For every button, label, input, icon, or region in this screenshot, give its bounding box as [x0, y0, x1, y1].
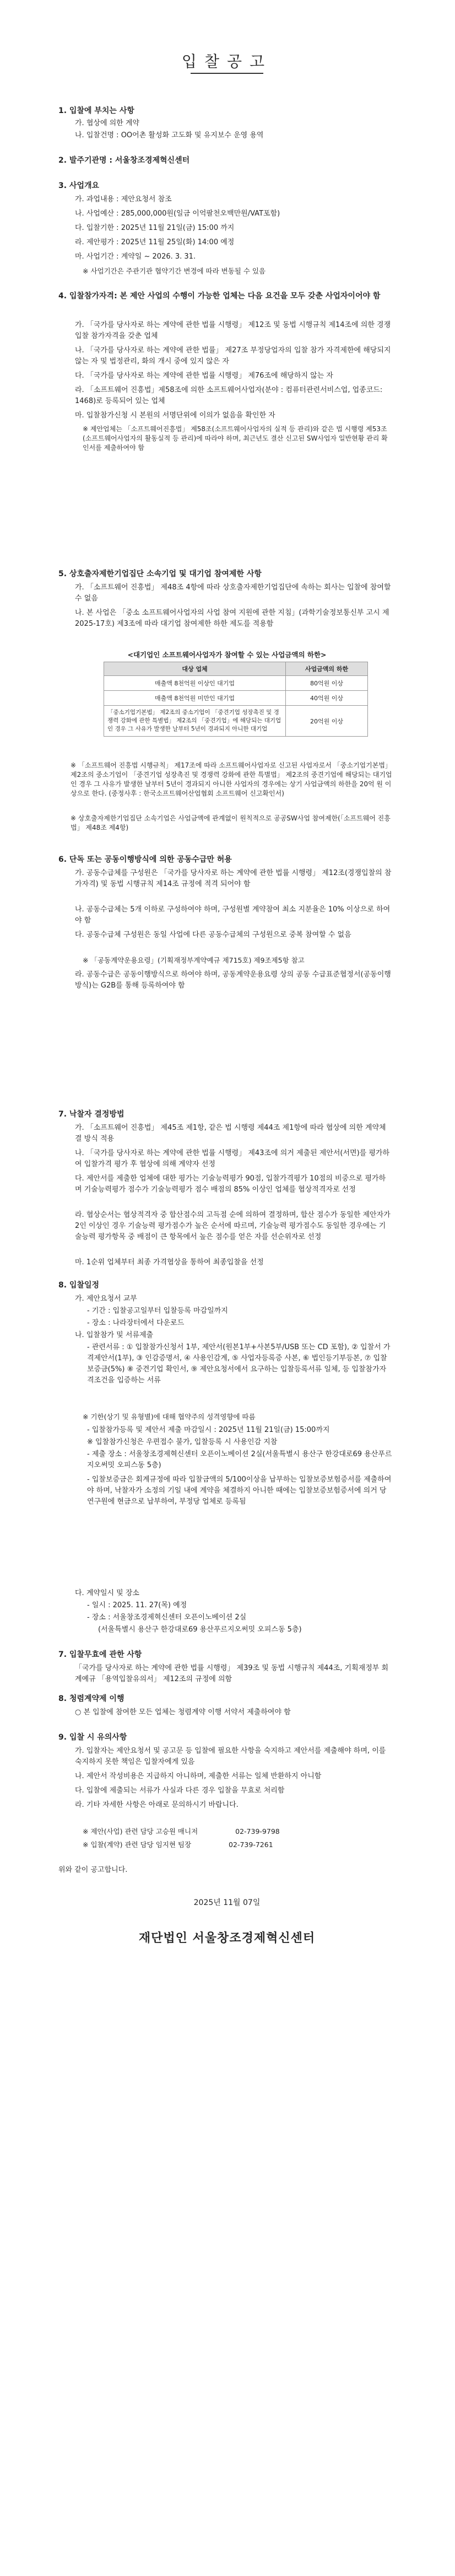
title-underline — [191, 73, 263, 74]
text-line: 가. 협상에 의한 계약 — [75, 119, 139, 127]
text-line: - 입찰참가등록 및 제안서 제출 마감일시 : 2025년 11월 21일(금) 15:00까지 — [87, 1426, 330, 1434]
text-line: 가. 입찰자는 제안요청서 및 공고문 등 입찰에 필요한 사항을 숙지하고 제안서를 제출해야 하며, 이를 숙지하지 못한 책임은 입찰자에게 있음 — [75, 1747, 386, 1766]
text-line: 나. 입찰참가 및 서류제출 — [75, 1331, 154, 1339]
text-line: 가. 공동수급체를 구성원은 「국가를 당사자로 하는 계약에 관한 법률 시행령」 제12조(경쟁입찰의 참가자격) 및 동법 시행규칙 제14조 규정에 적격 되어야 함 — [75, 869, 392, 888]
section-heading: 4. 입찰참가자격: 본 제안 사업의 수행이 가능한 업체는 다음 요건을 모두 갖춘 사업자이어야 함 — [58, 292, 381, 300]
page-title: 입찰공고 — [181, 52, 273, 71]
section-heading: 1. 입찰에 부치는 사항 — [58, 106, 134, 115]
section-heading: 5. 상호출자제한기업집단 소속기업 및 대기업 참여제한 사항 — [58, 570, 262, 578]
text-line: 나. 사업예산 : 285,000,000원(일금 이억팔천오백만원/VAT포함) — [75, 210, 280, 218]
text-line: 라. 제안평가 : 2025년 11월 25일(화) 14:00 예정 — [75, 238, 235, 246]
note-text: ※ 「소프트웨어 진흥법 시행규칙」 제17조에 따라 소프트웨어사업자로 신고된 사업자로서 「중소기업기본법」 제2조의 중소기업이 「중견기업 성장촉진 및 경쟁력 강화에 관한 특별법」 제2조의 중견기업에 해당되는 대기업인 경우 그 사유가 발생한 날부터 5년이 경과되지 아니한 사업자의 경우에는 상기 사업금액의 하한을 20억 원 이상으로 한다. (중정사후 : 한국소프트웨어산업협회 소프트웨어 신고확인서) — [71, 761, 392, 797]
text-line: 라. 「소프트웨어 진흥법」제58조에 의한 소프트웨어사업자(분야 : 컴퓨터관련서비스업, 업종코드: 1468)로 등록되어 있는 업체 — [75, 386, 383, 405]
section-heading: 6. 단독 또는 공동이행방식에 의한 공동수급만 허용 — [58, 855, 232, 864]
table-cell: 20억원 이상 — [286, 706, 368, 737]
section-heading: 7. 낙찰자 결정방법 — [58, 1110, 124, 1119]
note-text: ※ 사업기간은 주관기관 협약기간 변경에 따라 변동될 수 있음 — [83, 267, 266, 275]
contact-phone: 02-739-9798 — [235, 1827, 280, 1836]
table-row — [104, 706, 368, 737]
section-heading: 8. 청렴계약제 이행 — [58, 1694, 124, 1703]
text-line: 다. 입찰에 제출되는 서류가 사실과 다른 경우 입찰을 무효로 처리함 — [75, 1786, 285, 1795]
section-heading: 3. 사업개요 — [58, 181, 100, 190]
table-cell: 40억원 이상 — [286, 691, 368, 706]
note-text: ※ 상호출자제한기업집단 소속기업은 사업금액에 관계없이 원칙적으로 공공SW사업 참여제한(「소프트웨어 진흥법」 제48조 제4항) — [71, 814, 391, 831]
table-cell: 매출액 8천억원 미만인 대기업 — [104, 691, 286, 706]
text-line: 다. 「국가를 당사자로 하는 계약에 관한 법률 시행령」 제76조에 해당하지 않는 자 — [75, 372, 333, 380]
text-line: 다. 계약일시 및 장소 — [75, 1589, 139, 1597]
text-line: 다. 제안서를 제출한 업체에 대한 평가는 기술능력평가 90점, 입찰가격평가 10점의 비중으로 평가하며 기술능력평가 점수가 기술능력평가 점수 배점의 85% 이상인 업체를 협상적격자로 선정 — [75, 1174, 386, 1194]
text-line: ※ 입찰참가신청은 우편접수 불가, 입찰등록 시 사용인감 지참 — [87, 1438, 278, 1446]
text-line: 가. 「소프트웨어 진흥법」 제48조 4항에 따라 상호출자제한기업집단에 속하는 회사는 입찰에 참여할 수 없음 — [75, 583, 391, 603]
text-line: - 장소 : 서울창조경제혁신센터 오픈이노베이션 2실 — [87, 1613, 247, 1622]
text-line: 나. 본 사업은 「중소 소프트웨어사업자의 사업 참여 지원에 관한 지침」(과학기술정보통신부 고시 제2025-17호) 제3조에 따라 대기업 참여제한 하한 제도를 적용함 — [75, 609, 389, 628]
text-line: - 기간 : 입찰공고일부터 입찰등록 마감일까지 — [87, 1307, 228, 1315]
text-line: 나. 「국가를 당사자로 하는 계약에 관한 법률 시행령」 제43조에 의거 제출된 제안서(서면)를 평가하여 입찰가격 평가 후 협상에 의해 계약자 선정 — [75, 1149, 390, 1168]
table-cell: 「중소기업기본법」 제2조의 중소기업이 「중견기업 성장촉진 및 경쟁력 강화에 관한 특별법」 제2조의 「중견기업」에 해당되는 대기업인 경우 그 사유가 발생한 날부터 5년이 경과되지 아니한 대기업 — [104, 706, 286, 737]
closing-text: 위와 같이 공고합니다. — [58, 1866, 128, 1874]
text-line: 라. 기타 자세한 사항은 아래로 문의하시기 바랍니다. — [75, 1801, 239, 1809]
threshold-table — [104, 662, 368, 737]
table-cell: 80억원 이상 — [286, 676, 368, 691]
text-line: 마. 입찰참가신청 시 본원의 서명단위에 이의가 없음을 확인한 자 — [75, 411, 275, 420]
text-line: ○ 본 입찰에 참여한 모든 업체는 청렴계약 이행 서약서 제출하여야 함 — [75, 1708, 291, 1716]
contact-label: ※ 제안(사업) 관련 담당 고승원 매니저 — [83, 1827, 198, 1836]
text-line: 「국가를 당사자로 하는 계약에 관한 법률 시행령」 제39조 및 동법 시행규칙 제44조, 기획재정부 회계예규 「용역입찰유의서」 제12조의 규정에 의함 — [75, 1664, 389, 1683]
text-line: 나. 제안서 작성비용은 지급하지 아니하며, 제출한 서류는 일체 반환하지 아니함 — [75, 1772, 322, 1780]
table-caption: <대기업인 소프트웨어사업자가 참여할 수 있는 사업금액의 하한> — [127, 651, 327, 659]
section-heading: 7. 입찰무효에 관한 사항 — [58, 1650, 142, 1659]
text-line: 가. 제안요청서 교부 — [75, 1295, 137, 1303]
table-row — [104, 691, 368, 706]
table-header: 사업금액의 하한 — [286, 662, 368, 676]
text-line: - 제출 장소 : 서울창조경제혁신센터 오픈이노베이션 2실(서울특별시 용산구 한강대로69 용산푸르지오써밋 오피스동 5층) — [87, 1450, 392, 1469]
text-line: 마. 1순위 업체부터 최종 가격협상을 통하여 최종입찰을 선정 — [75, 1258, 264, 1266]
table-header: 대상 업체 — [104, 662, 286, 676]
note-text: ※ 「공동계약운용요령」(기획재정부계약예규 제715호) 제9조제5항 참고 — [83, 956, 305, 964]
announcement-date: 2025년 11월 07일 — [193, 1898, 261, 1907]
text-line: 다. 입찰기한 : 2025년 11월 21일(금) 15:00 까지 — [75, 224, 235, 232]
note-text: ※ 제안업체는 「소프트웨어진흥법」 제58조(소프트웨어사업자의 실적 등 관리)와 같은 법 시행령 제53조(소프트웨어사업자의 활동실적 등 관리)에 따라야 하며, 최근년도 결산 신고된 SW사업자 일반현황 관리 확인서를 제출하여야 함 — [83, 425, 388, 452]
text-line: 나. 공동수급체는 5개 이하로 구성하여야 하며, 구성원별 계약참여 최소 지분율은 10% 이상으로 하여야 함 — [75, 905, 391, 925]
text-line: 나. 입찰건명 : OO어촌 활성화 고도화 및 유지보수 운영 용역 — [75, 131, 264, 139]
text-line: 가. 「소프트웨어 진흥법」 제45조 제1항, 같은 법 시행령 제44조 제1항에 따라 협상에 의한 계약체결 방식 적용 — [75, 1124, 386, 1143]
text-line: - 입찰보증금은 회계규정에 따라 입찰금액의 5/100이상을 납부하는 입찰보증보험증서를 제출하여야 하며, 낙찰자가 소정의 기일 내에 계약을 체결하지 아니한 때에는 입찰보증보험증서에 의거 당 연구원에 현금으로 납부하여, 부정당 업체로 등록됨 — [87, 1475, 392, 1506]
text-line: 라. 협상순서는 협상적격자 중 합산점수의 고득점 순에 의하여 결정하며, 합산 점수가 동일한 제안자가 2인 이상인 경우 기술능력 평가점수가 높은 순서에 따르며, 기술능력 평가점수도 동일한 경우에는 기술능력 평가항목 중 배점이 큰 항목에서 높은 점수를 얻은 자를 선순위자로 선정 — [75, 1211, 391, 1241]
contact-line — [83, 1826, 280, 1836]
section-heading: 9. 입찰 시 유의사항 — [58, 1733, 127, 1742]
note-text: ※ 기한(상기 및 유형별)에 대해 협약주의 성격영향에 따름 — [83, 1413, 256, 1421]
organization-name: 재단법인 서울창조경제혁신센터 — [138, 1931, 316, 1945]
text-line: - 일시 : 2025. 11. 27(목) 예정 — [87, 1601, 187, 1609]
text-line: 나. 「국가를 당사자로 하는 계약에 관한 법률」 제27조 부정당업자의 입찰 참가 자격제한에 해당되지 않는 자 및 법정관리, 화의 개시 중에 있지 않은 자 — [75, 346, 391, 366]
section-heading: 8. 입찰일정 — [58, 1281, 100, 1290]
text-line: - 장소 : 나라장터에서 다운로드 — [87, 1319, 185, 1327]
table-cell: 매출액 8천억원 이상인 대기업 — [104, 676, 286, 691]
text-line: (서울특별시 용산구 한강대로69 용산푸르지오써밋 오피스동 5층) — [98, 1625, 302, 1634]
contact-phone: 02-739-7261 — [229, 1840, 273, 1849]
text-line: - 관련서류 : ① 입찰참가신청서 1부, 제안서(원본1부+사본5부/USB 또는 CD 포함), ② 입찰서 가격제안서(1부), ③ 인감증명서, ④ 사용인감계, ⑤ 사업자등록증 사본, ⑥ 법인등기부등본, ⑦ 입찰보증금(5%) ⑧ 중견기업 확인서, ⑨ 제안요청서에서 요구하는 입찰등록서류 일체, 등 입찰참가자격조건을 입증하는 서류 — [87, 1343, 391, 1384]
text-line: 마. 사업기간 : 계약일 ~ 2026. 3. 31. — [75, 253, 196, 261]
contact-label: ※ 입찰(계약) 관련 담당 임지현 팀장 — [83, 1840, 192, 1849]
text-line: 가. 과업내용 : 제안요청서 참조 — [75, 195, 172, 203]
contact-line — [83, 1839, 273, 1849]
table-row — [104, 676, 368, 691]
section-heading: 2. 발주기관명 : 서울창조경제혁신센터 — [58, 156, 190, 165]
text-line: 다. 공동수급체 구성원은 동일 사업에 다른 공동수급체의 구성원으로 중복 참여할 수 없음 — [75, 931, 351, 939]
text-line: 가. 「국가를 당사자로 하는 계약에 관한 법률 시행령」 제12조 및 동법 시행규칙 제14조에 의한 경쟁 입찰 참가자격을 갖춘 업체 — [75, 321, 391, 340]
text-line: 라. 공동수급은 공동이행방식으로 하여야 하며, 공동계약운용요령 상의 공동 수급표준협정서(공동이행방식)는 G2B를 통해 등록하여야 함 — [75, 970, 391, 990]
